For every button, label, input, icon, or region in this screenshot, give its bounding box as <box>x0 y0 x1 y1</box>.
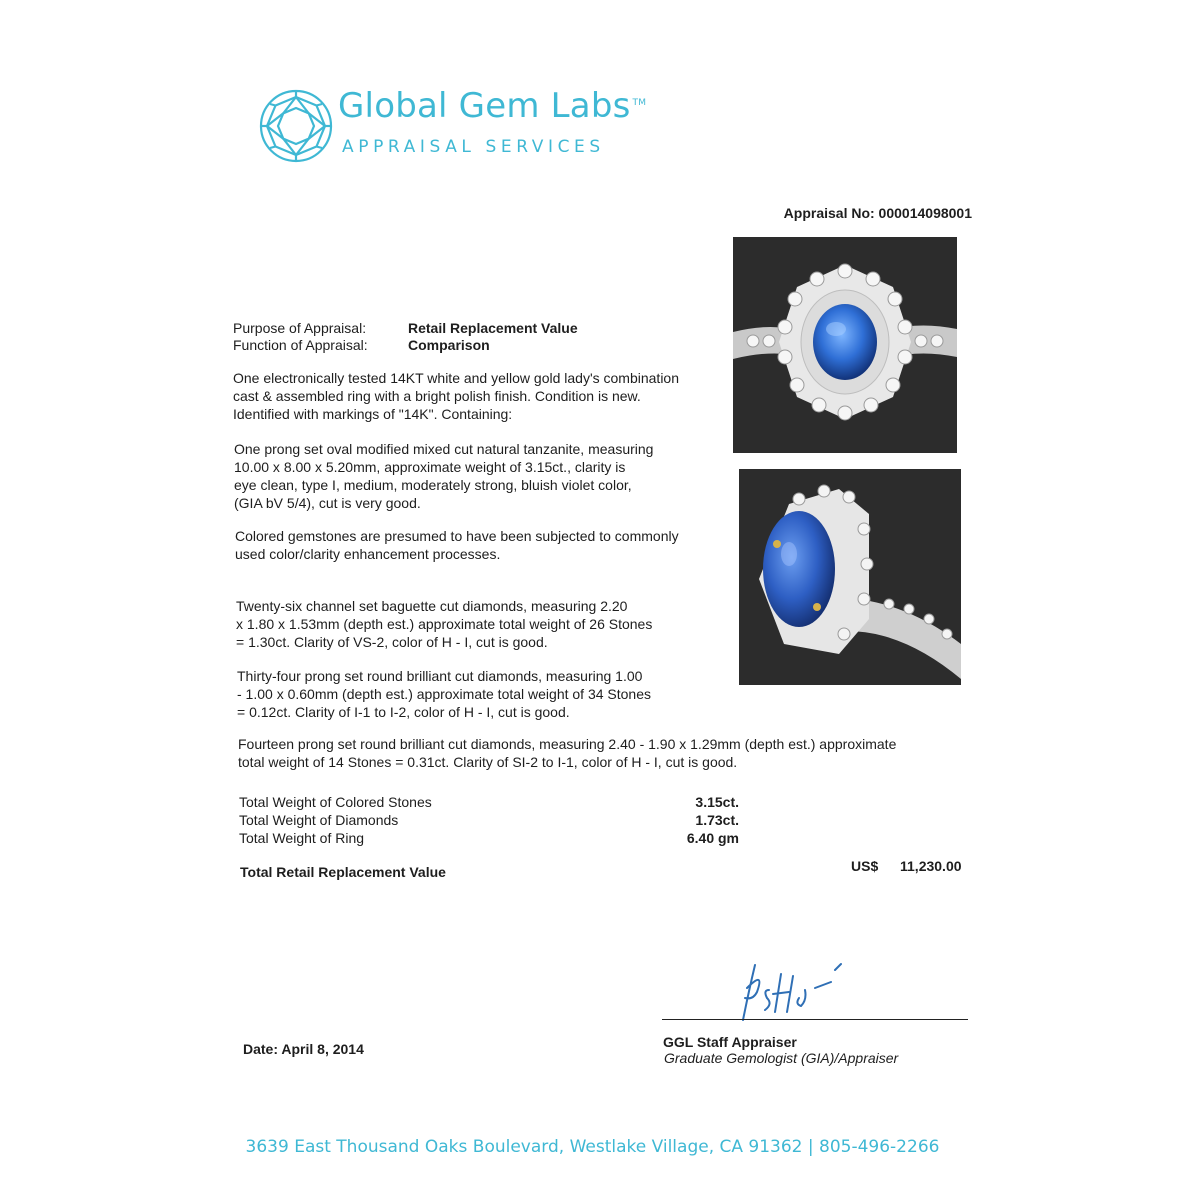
appraisal-date: Date: April 8, 2014 <box>243 1041 364 1057</box>
brand-subtitle: APPRAISAL SERVICES <box>342 137 605 157</box>
purpose-label: Purpose of Appraisal: <box>233 320 367 336</box>
retail-value-amount: 11,230.00 <box>900 858 962 874</box>
retail-currency: US$ <box>851 858 879 874</box>
appraiser-name: GGL Staff Appraiser <box>663 1034 797 1050</box>
brand-name: Global Gem Labs ™ <box>338 86 647 126</box>
appraisal-meta <box>233 320 578 354</box>
function-label: Function of Appraisal: <box>233 337 368 353</box>
ring-photo-top <box>733 237 957 453</box>
small-round-diamonds-description: Thirty-four prong set round brilliant cut diamonds, measuring 1.00 - 1.00 x 0.60mm (depth est.) approximate total weight of 34 Stones = 0.12ct. Clarity of I-1 to I-2, color of H - I, cut is good. <box>237 668 651 720</box>
total-row <box>239 829 739 847</box>
appraiser-title: Graduate Gemologist (GIA)/Appraiser <box>664 1050 899 1066</box>
retail-value-label: Total Retail Replacement Value <box>240 864 446 880</box>
total-label: Total Weight of Ring <box>239 830 365 846</box>
total-row <box>239 811 739 829</box>
baguette-diamonds-description: Twenty-six channel set baguette cut diamonds, measuring 2.20 x 1.80 x 1.53mm (depth est.) approximate total weight of 26 Stones = 1.30ct. Clarity of VS-2, color of H - I, cut is good. <box>236 598 653 650</box>
total-value: 6.40 gm <box>686 830 739 846</box>
total-label: Total Weight of Diamonds <box>239 812 399 828</box>
trademark-mark: TM <box>632 97 647 108</box>
handwritten-signature <box>735 960 845 1025</box>
function-row <box>233 337 578 354</box>
gem-outline-icon <box>258 88 334 164</box>
ring-description: One electronically tested 14KT white and yellow gold lady's combination cast & assembled ring with a bright polish finish. Condition is new. Identified with markings of "14K". Containing: <box>233 370 679 422</box>
appraisal-number: Appraisal No: 000014098001 <box>783 205 972 221</box>
total-label: Total Weight of Colored Stones <box>239 794 432 810</box>
tanzanite-description: One prong set oval modified mixed cut natural tanzanite, measuring 10.00 x 8.00 x 5.20mm, approximate weight of 3.15ct., clarity is eye clean, type I, medium, moderately strong, bluish violet color, (GIA bV 5/4), cut is very good. <box>234 441 654 511</box>
footer-address: 3639 East Thousand Oaks Boulevard, Westlake Village, CA 91362 | 805-496-2266 <box>245 1137 940 1157</box>
enhancement-note: Colored gemstones are presumed to have been subjected to commonly used color/clarity enhancement processes. <box>235 528 679 562</box>
total-value: 3.15ct. <box>695 794 739 810</box>
large-round-diamonds-description: Fourteen prong set round brilliant cut diamonds, measuring 2.40 - 1.90 x 1.29mm (depth est.) approximate total weight of 14 Stones = 0.31ct. Clarity of SI-2 to I-1, color of H - I, cut is good. <box>238 736 897 770</box>
ring-photo-side <box>739 469 961 685</box>
function-value: Comparison <box>408 337 490 353</box>
purpose-row <box>233 320 578 337</box>
total-value: 1.73ct. <box>695 812 739 828</box>
purpose-value: Retail Replacement Value <box>408 320 578 336</box>
weight-totals <box>239 793 739 847</box>
total-row <box>239 793 739 811</box>
signature-line <box>662 1019 968 1020</box>
